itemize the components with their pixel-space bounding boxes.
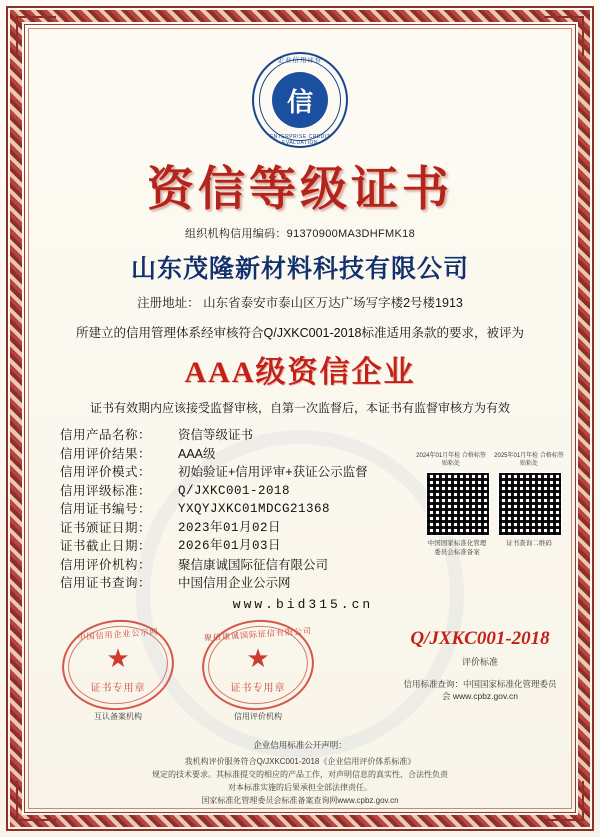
table-row (60, 426, 546, 445)
footer-line: 国家标准化管理委员会标准备案查询网www.cpbz.gov.cn (201, 796, 399, 805)
row-value: 聚信康诚国际征信有限公司 (178, 557, 329, 572)
row-label: 证书颁证日期： (60, 520, 152, 535)
row-label: 信用证书编号： (60, 502, 152, 516)
annual-label-2024: 2024年01月年检 合格标签贴粘处 (416, 453, 486, 467)
row-label: 信用评级标准： (60, 483, 152, 498)
row-label: 信用证书查询： (60, 576, 152, 590)
row-value: 初始验证+信用评审+获证公示监督 (178, 465, 368, 479)
query-website[interactable]: www.bid315.cn (232, 596, 374, 612)
standard-conformance-line: 所建立的信用管理体系经审核符合Q/JXKC001-2018标准适用条款的要求，被评为 (76, 326, 524, 340)
stamp-bottom-text: 证书专用章 (90, 683, 146, 694)
validity-note: 证书有效期内应该接受监督审核，自第一次监督后，本证书有监督审核方为有效 (89, 401, 510, 415)
standard-query-links[interactable]: 信用标准查询：中国国家标准化管理委员会 www.cpbz.gov.cn (403, 679, 557, 701)
table-row (60, 556, 546, 575)
row-label: 信用评价结果： (60, 446, 152, 461)
qr-item-certificate-query (498, 472, 560, 548)
stamp-top-text: 聚信康诚国际征信有限公司 (203, 626, 313, 643)
row-value: Q/JXKC001-2018 (178, 483, 291, 498)
qr-code-icon[interactable] (498, 472, 562, 536)
row-value: 中国信用企业公示网 (178, 576, 291, 590)
star-icon: ★ (106, 642, 130, 673)
page-title: 资信等级证书 (147, 164, 453, 216)
seal-arc-bottom: ENTERPRISE CREDIT EVALUATION (269, 134, 331, 146)
credit-grade: AAA级资信企业 (184, 356, 416, 389)
row-label: 信用产品名称： (60, 428, 152, 442)
credit-evaluation-seal-icon (252, 52, 348, 148)
star-icon: ★ (246, 642, 270, 673)
row-label: 证书截止日期： (60, 539, 152, 553)
seal-arc-top: 企业信用评价 (277, 57, 323, 64)
standard-code-block (400, 628, 560, 702)
row-value: AAA级 (178, 446, 216, 461)
org-credit-code: 组织机构信用编码：91370900MA3DHFMK18 (184, 228, 415, 240)
row-value: 2023年01月02日 (178, 520, 282, 535)
registered-address: 注册地址： 山东省泰安市泰山区万达广场写字楼2号楼1913 (137, 296, 463, 310)
stamp-bottom-text: 证书专用章 (230, 683, 286, 694)
qr-item-standard-filing (426, 472, 488, 557)
row-value: 2026年01月03日 (178, 539, 282, 553)
row-value: YXQYJXKC01MDCG21368 (178, 502, 331, 516)
footer-line: 规定的技术要求。其标准提交的相应的产品工作，对声明信息的真实性、合法性负责 (152, 770, 448, 779)
company-name: 山东茂隆新材料科技有限公司 (130, 256, 469, 283)
standard-code: Q/JXKC001-2018 (410, 628, 550, 649)
qr-code-group (426, 472, 560, 557)
footer-line: 我机构评价服务符合Q/JXKC001-2018《企业信用评价体系标准》 (184, 757, 416, 766)
row-label: 信用评价机构： (60, 557, 152, 572)
footer-line: 对本标准实施的后果承担全部法律责任。 (228, 783, 372, 792)
stamp-caption: 互认备案机构 (94, 712, 142, 721)
qr-caption: 中国国家标准化管理 委员会标准备案 (427, 540, 487, 556)
row-label: 信用评价模式： (60, 465, 152, 479)
stamp-top-text: 中国信用企业公示网 (77, 627, 159, 642)
annual-label-2025: 2025年01月年检 合格标签贴粘处 (494, 453, 564, 467)
seal-core-glyph: 信 (272, 72, 328, 128)
standard-code-caption: 评价标准 (461, 657, 498, 667)
stamp-caption: 信用评价机构 (234, 712, 282, 721)
qr-code-icon[interactable] (426, 472, 490, 536)
annual-inspection-labels (416, 452, 564, 468)
footer-title: 企业信用标准公开声明： (253, 740, 347, 750)
row-value: 资信等级证书 (178, 428, 254, 442)
qr-caption: 证书查询二维码 (506, 540, 552, 547)
table-row (60, 574, 546, 593)
